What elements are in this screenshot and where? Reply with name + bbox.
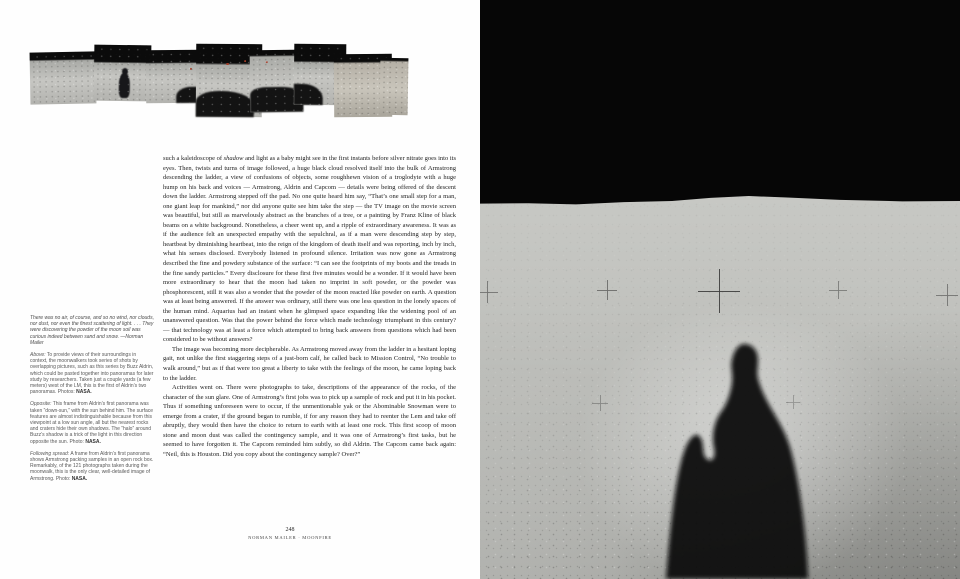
panorama-segment (146, 50, 201, 103)
panorama-segment (94, 45, 152, 102)
right-page-photo (480, 0, 960, 579)
running-title: NORMAN MAILER · MOONFIRE (248, 535, 332, 540)
page-footer (120, 527, 460, 541)
caption-quote-attribution: —Norman Mailer (30, 333, 144, 346)
caption-quote-text: There was no air, of course, and so no wind, nor clouds, nor dust, nor even the finest scattering of light. . . . They were discovering the powder of the moon soil was curious indeed between sand and snow. (30, 315, 154, 340)
caption-quote (30, 315, 154, 346)
caption-following-text: A frame from Aldrin’s first panorama shows Armstrong packing samples in an open rock box. Remarkably, of the 121 photographs taken during the moonwalk, this is the only clear, well-detailed image of Armstrong. Photo: (30, 450, 154, 482)
astronaut-shadow-silhouette (666, 344, 808, 579)
caption-following-credit: NASA. (71, 475, 88, 482)
body-paragraph-3: Activities went on. There were photographs to take, descriptions of the appearance of the rocks, of the character of the sun glare. One of Armstrong’s first jobs was to pick up a sample of rock and put it in his pocket. Thus if something unforeseen were to occur, if the unmentionable yak or the Abominable Snowman were to emerge from a crater, if the ground began to rumble, if for any reason they had to reenter the Lem and take off abruptly, they would then have the choice to return to earth with at least one rock. This first scoop of moon stone and moon dust was called the contingency sample, and it was one of Armstrong’s first tasks, but he seemed to have forgotten it. The Capcom reminded him subtly, so did Aldrin. The Capcom came back again: “Neil, this is Houston. Did you copy about the contingency sample? Over?” (163, 384, 456, 458)
caption-opposite-text: This frame from Aldrin’s first panorama was taken “down-sun,” with the sun behind him. The surface features are almost indistinguishable because from this viewpoint at a low sun angle, all but the nearest rocks and craters hide their own shadows. The “halo” around Buzz’s shadow is a trick of the light in this direction opposite the sun. Photo: (30, 401, 154, 445)
caption-opposite-credit: NASA. (85, 438, 101, 445)
body-paragraph-2: The image was becoming more decipherable. As Armstrong moved away from the ladder in a hesitant loping gait, not unlike the first staggering steps of a just-born calf, he called back to Mission Control, “No trouble to walk around,” but as if that were too great a liberty to take with the feelings of the moon, he came loping back to the ladder. (163, 345, 456, 382)
panorama-segment (380, 58, 409, 115)
body-paragraph-1-italic-word: shadow (223, 155, 244, 162)
body-paragraph-1-text: such a kaleidoscope of (163, 155, 224, 162)
body-text (163, 154, 456, 460)
caption-following-spread (30, 451, 154, 482)
panorama-segment (30, 51, 97, 104)
caption-above (30, 352, 154, 395)
caption-above-credit: NASA. (76, 389, 92, 396)
caption-column (30, 315, 154, 488)
body-paragraph-1 (163, 154, 456, 345)
caption-above-lead: Above: (30, 352, 46, 359)
caption-opposite (30, 401, 154, 444)
page-number: 248 (285, 527, 295, 533)
moon-panorama-collage (30, 44, 408, 120)
body-paragraph-1-continued: and light as a baby might see in the first instants before silver nitrate goes into its eyes. Then, twists and turns of image followed, a huge black cloud resolved itself into the bulk of Armstrong descending the ladder, a view of confusions of objects, some roughhewn vision of a troglodyte with a huge hump on his back and voices — Armstrong, Aldrin and Capcom — details were being offered of the descent down the ladder. Armstrong stepped off the pad. No one quite heard him say, “That’s one small step for a man, one giant leap for mankind,” nor did anyone quite see him take the step — the TV image on the movie screen was beautiful, but still as marvelously abstract as the branches of a tree, or a painting by Franz Kline of black beams on a white background. Nonetheless, a cheer went up, and a ripple of extraordinary awareness. It was as if the audience felt an unexpected empathy with the sepulchral, as if a man were descending step by step, heartbeat by diminishing heartbeat, into the reign of the kingdom of death itself and was reporting, inch by inch, what his senses disclosed. Everybody listened in profound silence. Irritation was now gone as Armstrong described the fine and powdery substance of the surface: “I can see the footprints of my boots and the treads in the fine sandy particles.” Every disclosure for these first five minutes would be a wonder. If it would have been more extraordinary to hear that the moon had taken no imprint in soft powder, or the powder was phosphorescent, still it was also a wonder that the powder of the moon reacted like powder on earth. A question was at least being answered. If the answer was ordinary, still there was one less question in the lonely spaces of the human mind. Aquarius had an instant when he glimpsed space expanding like the widening pool of an unanswered question. Was that the power behind the force which made technology triumphant in this century? — that technology was at least a force which attempted to bring back answers from questions which had been considered to be without answers? (163, 155, 456, 344)
caption-opposite-lead: Opposite: (30, 401, 52, 408)
caption-above-text: To provide views of their surroundings in context, the moonwalkers took series of shots by overlapping pictures, such as this series by Buzz Aldrin, which could be pasted together into panoramas for later study by researchers. Taken just a couple yards (a few meters) west of the LM, this is the first of Aldrin’s two panoramas. Photos: (30, 352, 154, 396)
astronaut-shadow (480, 0, 960, 579)
astronaut-shadow-in-panorama (119, 73, 130, 98)
caption-following-lead: Following spread: (30, 450, 70, 457)
